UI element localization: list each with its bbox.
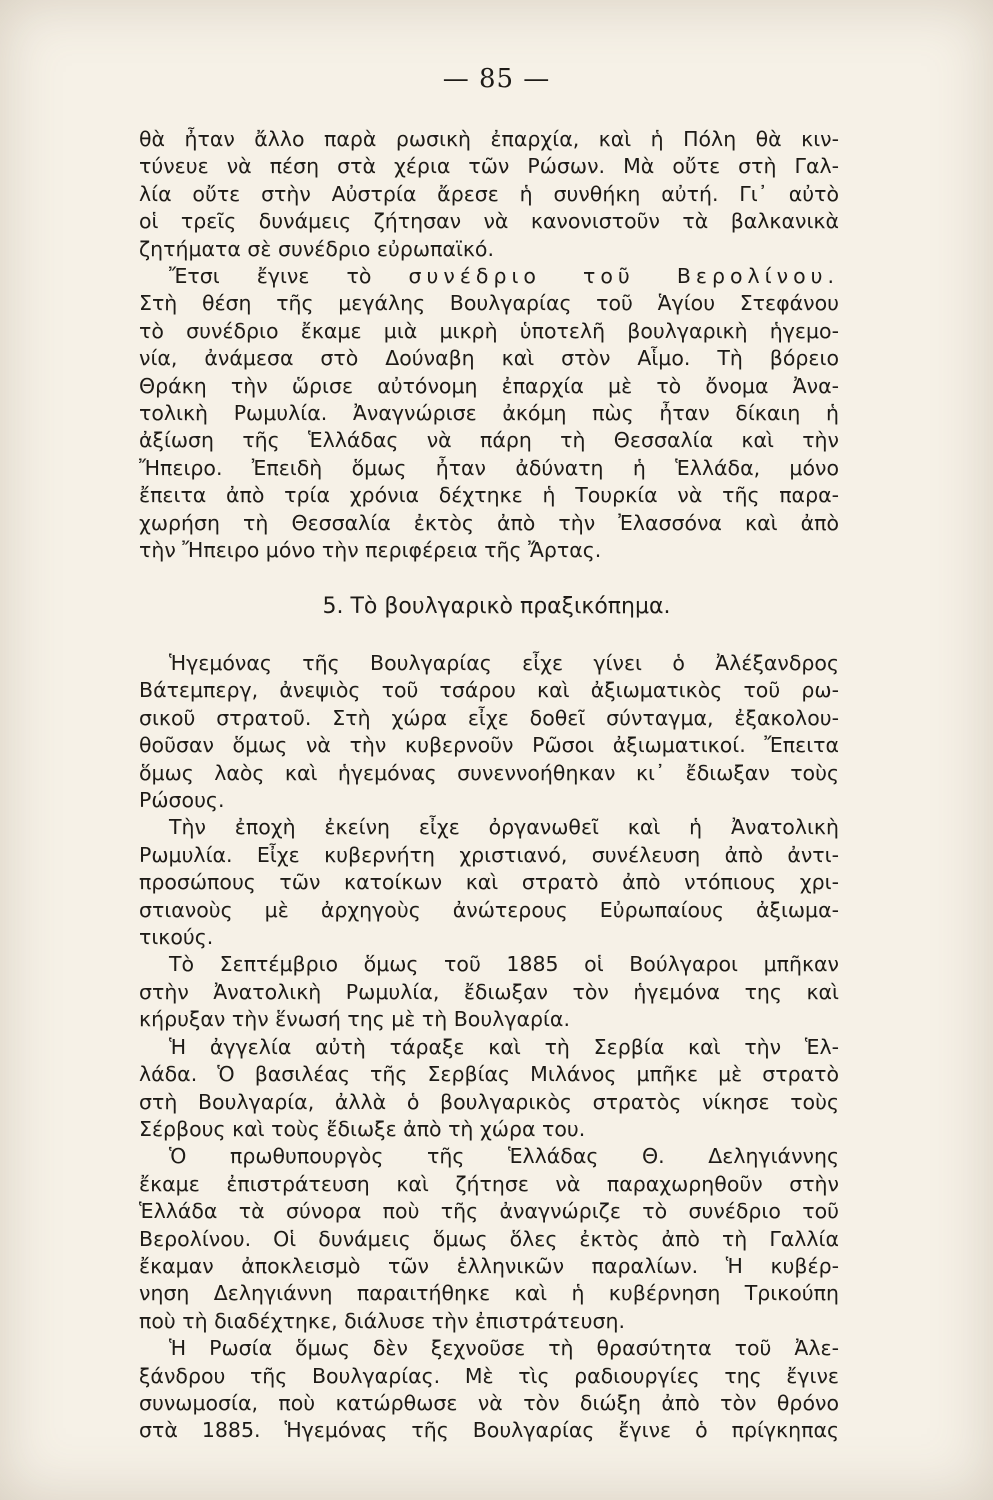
paragraph-2	[139, 263, 839, 564]
text-line: Θράκη τὴν ὥρισε αὐτόνομη ἐπαρχία μὲ τὸ ὄνομα Ἀνα-	[139, 373, 839, 398]
paragraph-3	[139, 650, 839, 814]
text-line: Ρώσους.	[139, 788, 225, 813]
text-line: Βάτεμπεργ, ἀνεψιὸς τοῦ τσάρου καὶ ἀξιωματικὸς τοῦ ρω-	[139, 678, 839, 703]
text-line: Ἑλλάδα τὰ σύνορα ποὺ τῆς ἀναγνώριζε τὸ συνέδριο τοῦ	[139, 1199, 839, 1224]
text-line: Βερολίνου. Οἱ δυνάμεις ὅμως ὅλες ἐκτὸς ἀπὸ τὴ Γαλλία	[139, 1226, 839, 1251]
text-line: Ἡ Ρωσία ὅμως δὲν ξεχνοῦσε τὴ θρασύτητα τοῦ Ἀλε-	[169, 1336, 839, 1361]
text-line: Στὴ θέση τῆς μεγάλης Βουλγαρίας τοῦ Ἁγίου Στεφάνου	[139, 291, 839, 316]
text-line: ὅμως λαὸς καὶ ἡγεμόνας συνεννοήθηκαν κι᾿ ἔδιωξαν τοὺς	[139, 760, 839, 785]
text-line: ἔκαμαν ἀποκλεισμὸ τῶν ἑλληνικῶν παραλίων. Ἡ κυβέρ-	[139, 1253, 839, 1278]
text-line: στὴ Βουλγαρία, ἀλλὰ ὁ βουλγαρικὸς στρατὸς νίκησε τοὺς	[139, 1089, 839, 1114]
text-line: ζητήματα σὲ συνέδριο εὐρωπαϊκό.	[139, 236, 494, 261]
text-line-intro	[139, 263, 839, 290]
text-spaced-emphasis: συνέδριο τοῦ Βερολίνου.	[408, 264, 839, 289]
text-line: προσώπους τῶν κατοίκων καὶ στρατὸ ἀπὸ ντόπιους χρι-	[139, 870, 839, 895]
text-line: λάδα. Ὁ βασιλέας τῆς Σερβίας Μιλάνος μπῆκε μὲ στρατὸ	[139, 1062, 839, 1087]
text-line: τὸ συνέδριο ἔκαμε μιὰ μικρὴ ὑποτελῆ βουλγαρικὴ ἡγεμο-	[139, 318, 839, 343]
text-block-bottom	[139, 650, 839, 1445]
text-line: τολικὴ Ρωμυλία. Ἀναγνώρισε ἀκόμη πὼς ἦταν δίκαιη ἡ	[139, 401, 839, 426]
text-line: Σέρβους καὶ τοὺς ἔδιωξε ἀπὸ τὴ χώρα του.	[139, 1116, 586, 1141]
text-line: ξάνδρου τῆς Βουλγαρίας. Μὲ τὶς ραδιουργίες της ἔγινε	[139, 1363, 839, 1388]
paragraph-6	[139, 1034, 839, 1144]
text-line: στιανοὺς μὲ ἀρχηγοὺς ἀνώτερους Εὐρωπαίους ἀξιωμα-	[139, 897, 839, 922]
page-number: — 85 —	[442, 64, 551, 94]
paragraph-5	[139, 951, 839, 1033]
text-line: θὰ ἦταν ἄλλο παρὰ ρωσικὴ ἐπαρχία, καὶ ἡ Πόλη θὰ κιν-	[139, 127, 839, 151]
text-line: συνωμοσία, ποὺ κατώρθωσε νὰ τὸν διώξη ἀπὸ τὸν θρόνο	[139, 1390, 839, 1415]
paragraph-8	[139, 1335, 839, 1445]
text-line: ἔπειτα ἀπὸ τρία χρόνια δέχτηκε ἡ Τουρκία νὰ τῆς παρα-	[139, 483, 839, 508]
section-heading: 5. Τὸ βουλγαρικὸ πραξικόπημα.	[322, 594, 671, 619]
text-intro: Ἔτσι ἔγινε τὸ	[169, 264, 372, 289]
text-line: τὴν Ἤπειρο μόνο τὴν περιφέρεια τῆς Ἄρτας.	[139, 538, 602, 563]
text-line: οἱ τρεῖς δυνάμεις ζήτησαν νὰ κανονιστοῦν τὰ βαλκανικὰ	[139, 209, 839, 234]
text-line: χωρήση τὴ Θεσσαλία ἐκτὸς ἀπὸ τὴν Ἐλασσόνα καὶ ἀπὸ	[139, 510, 839, 535]
paragraph-1	[139, 126, 839, 263]
text-line: στὰ 1885. Ἡγεμόνας τῆς Βουλγαρίας ἔγινε ὁ πρίγκηπας	[139, 1418, 839, 1443]
text-line: τικούς.	[139, 925, 214, 950]
text-line: στὴν Ἀνατολικὴ Ρωμυλία, ἔδιωξαν τὸν ἡγεμόνα της καὶ	[139, 979, 839, 1004]
paragraph-7	[139, 1143, 839, 1335]
text-line: κήρυξαν τὴν ἕνωσή της μὲ τὴ Βουλγαρία.	[139, 1007, 570, 1032]
text-block-top	[139, 126, 839, 565]
text-line: Ἡγεμόνας τῆς Βουλγαρίας εἶχε γίνει ὁ Ἀλέξανδρος	[169, 651, 839, 675]
text-line: Ἡ ἀγγελία αὐτὴ τάραξε καὶ τὴ Σερβία καὶ τὴν Ἑλ-	[169, 1034, 839, 1059]
text-line: ἀξίωση τῆς Ἑλλάδας νὰ πάρη τὴ Θεσσαλία καὶ τὴν	[139, 428, 839, 453]
text-line: νηση Δεληγιάννη παραιτήθηκε καὶ ἡ κυβέρνηση Τρικούπη	[139, 1281, 839, 1306]
text-line: νία, ἀνάμεσα στὸ Δούναβη καὶ στὸν Αἷμο. Τὴ βόρειο	[139, 346, 839, 371]
text-line: Τὸ Σεπτέμβριο ὅμως τοῦ 1885 οἱ Βούλγαροι μπῆκαν	[169, 952, 839, 977]
text-line: Ἤπειρο. Ἐπειδὴ ὅμως ἦταν ἀδύνατη ἡ Ἑλλάδα, μόνο	[139, 455, 839, 480]
text-line: Ρωμυλία. Εἶχε κυβερνήτη χριστιανό, συνέλευση ἀπὸ ἀντι-	[139, 842, 839, 867]
text-line: τύνευε νὰ πέση στὰ χέρια τῶν Ρώσων. Μὰ οὔτε στὴ Γαλ-	[139, 154, 839, 179]
text-line: ποὺ τὴ διαδέχτηκε, διάλυσε τὴν ἐπιστράτευση.	[139, 1308, 625, 1333]
text-line: Ὁ πρωθυπουργὸς τῆς Ἑλλάδας Θ. Δεληγιάννης	[169, 1144, 839, 1169]
text-line: ἔκαμε ἐπιστράτευση καὶ ζήτησε νὰ παραχωρηθοῦν στὴν	[139, 1171, 839, 1196]
text-line: θοῦσαν ὅμως νὰ τὴν κυβερνοῦν Ρῶσοι ἀξιωματικοί. Ἔπειτα	[139, 733, 839, 758]
text-line: σικοῦ στρατοῦ. Στὴ χώρα εἶχε δοθεῖ σύνταγμα, ἐξακολου-	[139, 705, 839, 730]
text-line: λία οὔτε στὴν Αὐστρία ἄρεσε ἡ συνθήκη αὐτή. Γι᾿ αὐτὸ	[139, 181, 839, 206]
paragraph-4	[139, 814, 839, 951]
text-line: Τὴν ἐποχὴ ἐκείνη εἶχε ὀργανωθεῖ καὶ ἡ Ἀνατολικὴ	[169, 815, 839, 840]
